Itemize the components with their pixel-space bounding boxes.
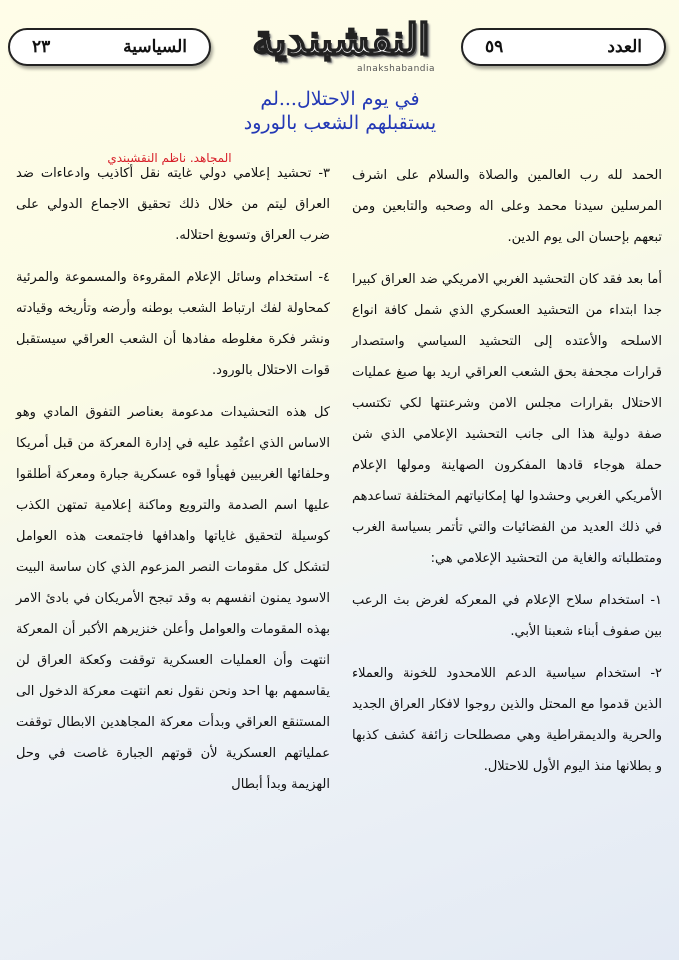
paragraph: ٣- تحشيد إعلامي دولي غايته نقل أكاذيب وادعاءات ضد العراق ليتم من خلال ذلك تحقيق الاجماع الدولي على ضرب العراق وتسويغ احتلاله. (16, 166, 330, 243)
article-title-line-2: يستقبلهم الشعب بالورود (243, 112, 437, 134)
article-title (120, 87, 560, 135)
logo-url: alnakshabandia (356, 64, 435, 74)
paragraph: ١- استخدام سلاح الإعلام في المعركه لغرض بث الرعب بين صفوف أبناء شعبنا الأبي. (352, 593, 662, 639)
issue-label: العدد (607, 37, 642, 57)
issue-number: ٥٩ (485, 37, 504, 57)
paragraph: أما بعد فقد كان التحشيد الغربي الامريكي ضد العراق كبيرا جدا ابتداء من التحشيد العسكري الذي شمل كافة انواع الاسلحه والأعتده إلى التحشيد السياسي واستصدار قرارات مجحفة بحق الشعب العراقي اريد بها صبغ عمليات الاحتلال بقرارات مجلس الامن وشرعنتها لكي تكتسب صفة دولية هذا الى جانب التحشيد الإعلامي الذي شن حملة هوجاء قادها المفكرون الصهاينة ومولها الإعلام الأمريكي الغربي وحشدوا لها إمكانياتهم المختلفة تساعدهم في ذلك العديد من الفضائيات والتي تأتمر بسياسة الغرب ومتطلباته والغاية من التحشيد الإعلامي هي: (352, 272, 662, 566)
article-title-line-1: في يوم الاحتلال...لم (260, 88, 420, 110)
paragraph: ٤- استخدام وسائل الإعلام المقروءة والمسموعة والمرئية كمحاولة لفك ارتباط الشعب بوطنه وأرضه وتأريخه وقيادته ونشر فكرة مغلوطه مفادها أن الشعب العراقي سيستقبل قوات الاحتلال بالورود. (16, 270, 330, 378)
paragraph: كل هذه التحشيدات مدعومة بعناصر التفوق المادي وهو الاساس الذي اعتُمِد عليه في إدارة المعركة من قبل أمريكا وحلفائها الغربيين فهيأوا قوه عسكرية جبارة ومعركة أطلقوا عليها اسم الصدمة والترويع وماكنة إعلامية تمتهن الكذب كوسيلة لتحقيق غاياتها واهدافها فاجتمعت هذه العوامل لتشكل كل مقومات النصر المزعوم الذي كان ساسة البيت الاسود يمنون انفسهم به وقد تبجح الأمريكان في بادئ الامر بهذه المقومات والعوامل وأعلن خنزيرهم الأكبر أن المعركة انتهت وأن العمليات العسكرية توقفت وكعكة العراق لن يقاسمهم بها احد ونحن نقول نعم انتهت معركة الدخول الى المستنقع العراقي وبدأت معركة المجاهدين الابطال توقفت عملياتهم العسكرية لأن قوتهم الجبارة غاصت في وحل الهزيمة وبدأ أبطال (16, 405, 330, 792)
page-number: ٢٣ (32, 37, 51, 57)
article-author: المجاهد. ناظم النقشبندي (107, 151, 232, 165)
paragraph: الحمد لله رب العالمين والصلاة والسلام على اشرف المرسلين سيدنا محمد وعلى اله وصحبه والتابعين ومن تبعهم بإحسان الى يوم الدين. (352, 168, 662, 245)
magazine-logo (241, 14, 441, 76)
section-badge (8, 28, 211, 66)
article-column-right (352, 160, 662, 793)
paragraph: ٢- استخدام سياسية الدعم اللامحدود للخونة والعملاء الذين قدموا مع المحتل والذين روجوا لافكار العراق الجديد والحرية والديمقراطية وهي مصطلحات زائفة كشف كذبها و بطلانها منذ اليوم الأول للاحتلال. (352, 666, 662, 774)
page-header (0, 14, 679, 74)
article-column-left (16, 158, 330, 811)
issue-badge (461, 28, 666, 66)
section-label: السياسية (123, 37, 187, 57)
logo-wordmark: النقشبندية (252, 15, 430, 64)
